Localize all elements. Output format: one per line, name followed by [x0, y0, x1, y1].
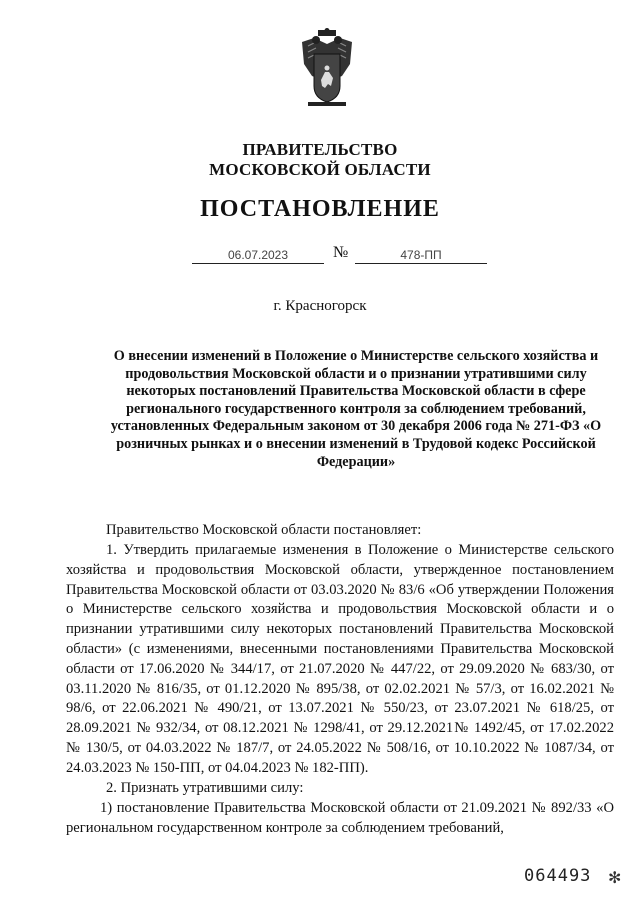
moscow-oblast-coat-of-arms-icon — [298, 28, 356, 108]
date-number-line — [0, 244, 640, 269]
number-sign: № — [333, 244, 349, 261]
document-type-heading: ПОСТАНОВЛЕНИЕ — [200, 196, 440, 222]
serial-number: 064493 — [524, 866, 592, 886]
decree-date: 06.07.2023 — [192, 247, 324, 264]
government-name-line1: ПРАВИТЕЛЬСТВО — [242, 140, 398, 159]
decree-number: 478-ПП — [355, 247, 487, 264]
item-2-paragraph: 2. Признать утратившими силу: — [106, 780, 304, 796]
decree-title: О внесении изменений в Положение о Министерстве сельского хозяйства и продовольствия Московской области и о признании утратившими силу некоторых постановлений Правительства Московской области в сфере регионального государственного контроля за соблюдением требований, установленных Федеральным законом от 30 декабря 2006 года № 271-ФЗ «О розничных рынках и о внесении изменений в Трудовой кодекс Российской Федерации» — [110, 348, 602, 470]
item-1-paragraph: 1. Утвердить прилагаемые изменения в Положение о Министерстве сельского хозяйства и продовольствия Московской области, утвержденное постановлением Правительства Московской области от 03.03.2020 № 83/6 «Об утверждении Положения о Министерстве сельского хозяйства и продовольствия Московской области и о признании утратившими силу некоторых постановлений Правительства Московской области» (с изменениями, внесенными постановлениями Правительства Московской области от 17.06.2020 № 344/17, от 21.07.2020 № 447/22, от 29.09.2020 № 683/30, от 03.11.2020 № 816/35, от 01.12.2020 № 895/38, от 02.02.2021 № 57/3, от 16.02.2021 № 98/6, от 22.06.2021 № 490/21, от 13.07.2021 № 550/23, от 23.07.2021 № 618/25, от 28.09.2021 № 932/34, от 08.12.2021 № 1298/41, от 29.12.2021№ 1492/45, от 17.02.2022 № 130/5, от 04.03.2022 № 187/7, от 24.05.2022 № 508/16, от 10.10.2022 № 1087/34, от 24.03.2023 № 150-ПП, от 04.04.2023 № 182-ПП). — [66, 542, 614, 776]
government-name-line2: МОСКОВСКОЙ ОБЛАСТИ — [209, 160, 431, 179]
asterisk-mark-icon: ✻ — [608, 870, 622, 887]
city-line: г. Красногорск — [273, 298, 367, 314]
intro-paragraph: Правительство Московской области постановляет: — [106, 522, 422, 538]
item-2-1-paragraph: 1) постановление Правительства Московской области от 21.09.2021 № 892/33 «О региональном государственном контроле за соблюдением требований, — [66, 800, 614, 836]
